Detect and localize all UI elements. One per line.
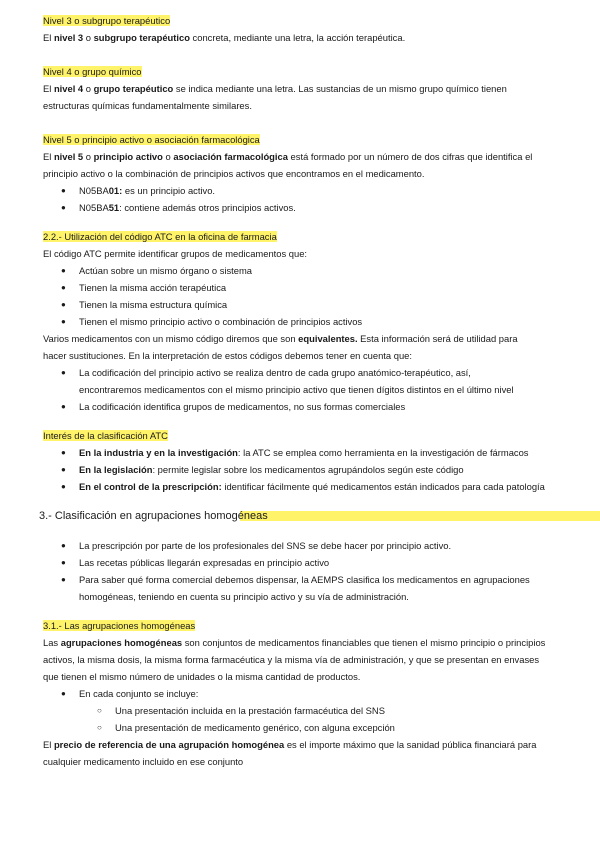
- atc-notes-list: [43, 364, 588, 415]
- list-item: ● Tienen el mismo principio activo o combinación de principios activos: [43, 313, 588, 330]
- interes-list: [43, 444, 588, 495]
- heading-interes-atc: Interés de la clasificación ATC: [43, 430, 168, 441]
- list-item: ● En el control de la prescripción: identificar fácilmente qué medicamentos están indicados para cada patología: [43, 478, 588, 495]
- list-item: ● La prescripción por parte de los profesionales del SNS se debe hacer por principio activo.: [43, 537, 588, 554]
- nivel-5-examples-list: [43, 182, 588, 216]
- list-item: ● Tienen la misma estructura química: [43, 296, 588, 313]
- list-item: ● En cada conjunto se incluye:: [43, 685, 588, 702]
- heading-nivel-3: Nivel 3 o subgrupo terapéutico: [43, 15, 171, 26]
- document-content: [39, 12, 588, 770]
- list-item: ● Para saber qué forma comercial debemos dispensar, la AEMPS clasifica los medicamentos en agrupaciones homogéneas, teniendo en cuenta su principio activo y su vía de administración.: [43, 571, 588, 605]
- sub-list-item: ○ Una presentación de medicamento genérico, con alguna excepción: [43, 719, 588, 736]
- sub-list-item: ○ Una presentación incluida en la prestación farmacéutica del SNS: [43, 702, 588, 719]
- atc-uses-list: [43, 262, 588, 330]
- heading-nivel-5: Nivel 5 o principio activo o asociación farmacológica: [43, 134, 260, 145]
- heading-2-2: 2.2.- Utilización del código ATC en la oficina de farmacia: [43, 231, 277, 242]
- list-item: ● En la legislación: permite legislar sobre los medicamentos agrupándolos según este código: [43, 461, 588, 478]
- list-item: ● Las recetas públicas llegarán expresadas en principio activo: [43, 554, 588, 571]
- list-item: ● La codificación identifica grupos de medicamentos, no sus formas comerciales: [43, 398, 588, 415]
- paragraph-precio-referencia: El precio de referencia de una agrupación homogénea es el importe máximo que la sanidad pública financiará para cualquier medicamento incluido en ese conjunto: [43, 739, 537, 767]
- list-item: ● Tienen la misma acción terapéutica: [43, 279, 588, 296]
- section-3-list: [43, 537, 588, 605]
- paragraph-equivalentes: Varios medicamentos con un mismo código diremos que son equivalentes. Esta información será de utilidad para hacer sustituciones. En la interpretación de estos códigos debemos tener en cuenta que:: [43, 333, 518, 361]
- paragraph-2-2-intro: El código ATC permite identificar grupos de medicamentos que:: [43, 248, 308, 259]
- heading-3-1: 3.1.- Las agrupaciones homogéneas: [43, 620, 196, 631]
- heading-nivel-4: Nivel 4 o grupo químico: [43, 66, 142, 77]
- list-item: ● La codificación del principio activo se realiza dentro de cada grupo anatómico-terapéutico, así, encontraremos medicamentos con el mismo principio activo que tienen dígitos distintos en el último nivel: [43, 364, 588, 398]
- paragraph-nivel-3: El nivel 3 o subgrupo terapéutico concreta, mediante una letra, la acción terapéutica.: [43, 32, 406, 43]
- list-item: ● N05BA51: contiene además otros principios activos.: [43, 199, 588, 216]
- list-item: ● Actúan sobre un mismo órgano o sistema: [43, 262, 588, 279]
- heading-section-3: 3.- Clasificación en agrupaciones homogéneas: [39, 510, 268, 522]
- list-item: ● En la industria y en la investigación: la ATC se emplea como herramienta en la investigación de fármacos: [43, 444, 588, 461]
- list-item: ● N05BA01: es un principio activo.: [43, 182, 588, 199]
- paragraph-nivel-5: El nivel 5 o principio activo o asociación farmacológica está formado por un número de dos cifras que identifica el principio activo o la combinación de principios activos que encontramos en el medicamento.: [43, 151, 533, 179]
- conjunto-list: [43, 685, 588, 702]
- paragraph-agrupaciones: Las agrupaciones homogéneas son conjuntos de medicamentos financiables que tienen el mismo principio o principios activos, la misma dosis, la misma forma farmacéutica y la misma vía de administración, y que se presentan en envases que tienen el mismo número de unidades o la misma cantidad de productos.: [43, 637, 546, 682]
- paragraph-nivel-4: El nivel 4 o grupo terapéutico se indica mediante una letra. Las sustancias de un mismo grupo químico tienen estructuras químicas fundamentalmente similares.: [43, 83, 507, 111]
- conjunto-sublist: [43, 702, 588, 736]
